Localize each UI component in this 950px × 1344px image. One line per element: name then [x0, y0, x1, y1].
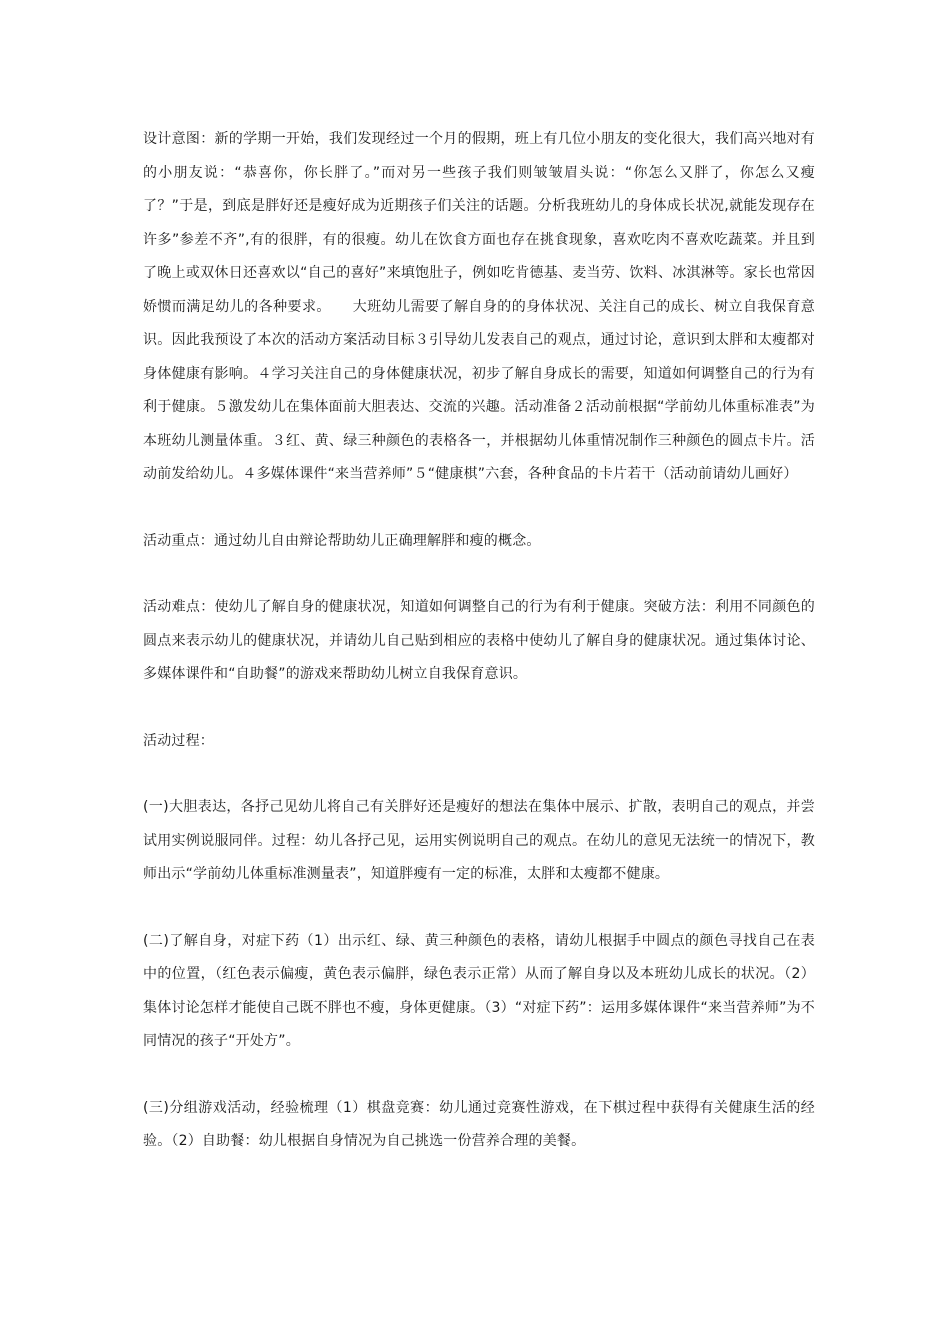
paragraph-step-one: (一)大胆表达，各抒己见幼儿将自己有关胖好还是瘦好的想法在集体中展示、扩散，表明自己的观点，并尝试用实例说服同伴。过程：幼儿各抒己见，运用实例说明自己的观点。在幼儿的意见无法统一的情况下，教师出示“学前幼儿体重标准测量表”，知道胖瘦有一定的标准，太胖和太瘦都不健康。	[143, 799, 815, 882]
paragraph-gap	[143, 492, 815, 525]
paragraph-gap	[143, 692, 815, 725]
document-page	[143, 123, 815, 1159]
paragraph-difficulty: 活动难点：使幼儿了解自身的健康状况，知道如何调整自己的行为有利于健康。突破方法：利用不同颜色的圆点来表示幼儿的健康状况，并请幼儿自己贴到相应的表格中使幼儿了解自身的健康状况。通过集体讨论、多媒体课件和“自助餐”的游戏来帮助幼儿树立自我保育意识。	[143, 599, 815, 682]
paragraph-gap	[143, 558, 815, 591]
paragraph-design-intent: 设计意图：新的学期一开始，我们发现经过一个月的假期，班上有几位小朋友的变化很大，我们高兴地对有的小朋友说：“恭喜你，你长胖了。”而对另一些孩子我们则皱皱眉头说：“你怎么又胖了，你怎么又瘦了？”于是，到底是胖好还是瘦好成为近期孩子们关注的话题。分析我班幼儿的身体成长状况,就能发现存在许多”参差不齐”,有的很胖，有的很瘦。幼儿在饮食方面也存在挑食现象，喜欢吃肉不喜欢吃蔬菜。并且到了晚上或双休日还喜欢以“自己的喜好”来填饱肚子，例如吃肯德基、麦当劳、饮料、冰淇淋等。家长也常因娇惯而满足幼儿的各种要求。 大班幼儿需要了解自身的的身体状况、关注自己的成长、树立自我保育意识。因此我预设了本次的活动方案活动目标３引导幼儿发表自己的观点，通过讨论，意识到太胖和太瘦都对身体健康有影响。４学习关注自己的身体健康状况，初步了解自身成长的需要，知道如何调整自己的行为有利于健康。５激发幼儿在集体面前大胆表达、交流的兴趣。活动准备２活动前根据“学前幼儿体重标准表”为本班幼儿测量体重。３红、黄、绿三种颜色的表格各一，并根据幼儿体重情况制作三种颜色的圆点卡片。活动前发给幼儿。４多媒体课件“来当营养师”５“健康棋”六套，各种食品的卡片若干（活动前请幼儿画好）	[143, 131, 815, 482]
paragraph-gap	[143, 892, 815, 925]
paragraph-process-heading: 活动过程：	[143, 732, 214, 749]
paragraph-key-point: 活动重点：通过幼儿自由辩论帮助幼儿正确理解胖和瘦的概念。	[143, 532, 541, 549]
paragraph-step-two: (二)了解自身，对症下药（1）出示红、绿、黄三种颜色的表格，请幼儿根据手中圆点的颜色寻找自己在表中的位置，（红色表示偏瘦，黄色表示偏胖，绿色表示正常）从而了解自身以及本班幼儿成长的状况。（2）集体讨论怎样才能使自己既不胖也不瘦，身体更健康。（3）“对症下药”：运用多媒体课件“来当营养师”为不同情况的孩子“开处方”。	[143, 932, 815, 1049]
paragraph-gap	[143, 1059, 815, 1092]
paragraph-gap	[143, 758, 815, 791]
paragraph-step-three: (三)分组游戏活动，经验梳理（1）棋盘竞赛：幼儿通过竞赛性游戏，在下棋过程中获得有关健康生活的经验。（2）自助餐：幼儿根据自身情况为自己挑选一份营养合理的美餐。	[143, 1099, 815, 1149]
